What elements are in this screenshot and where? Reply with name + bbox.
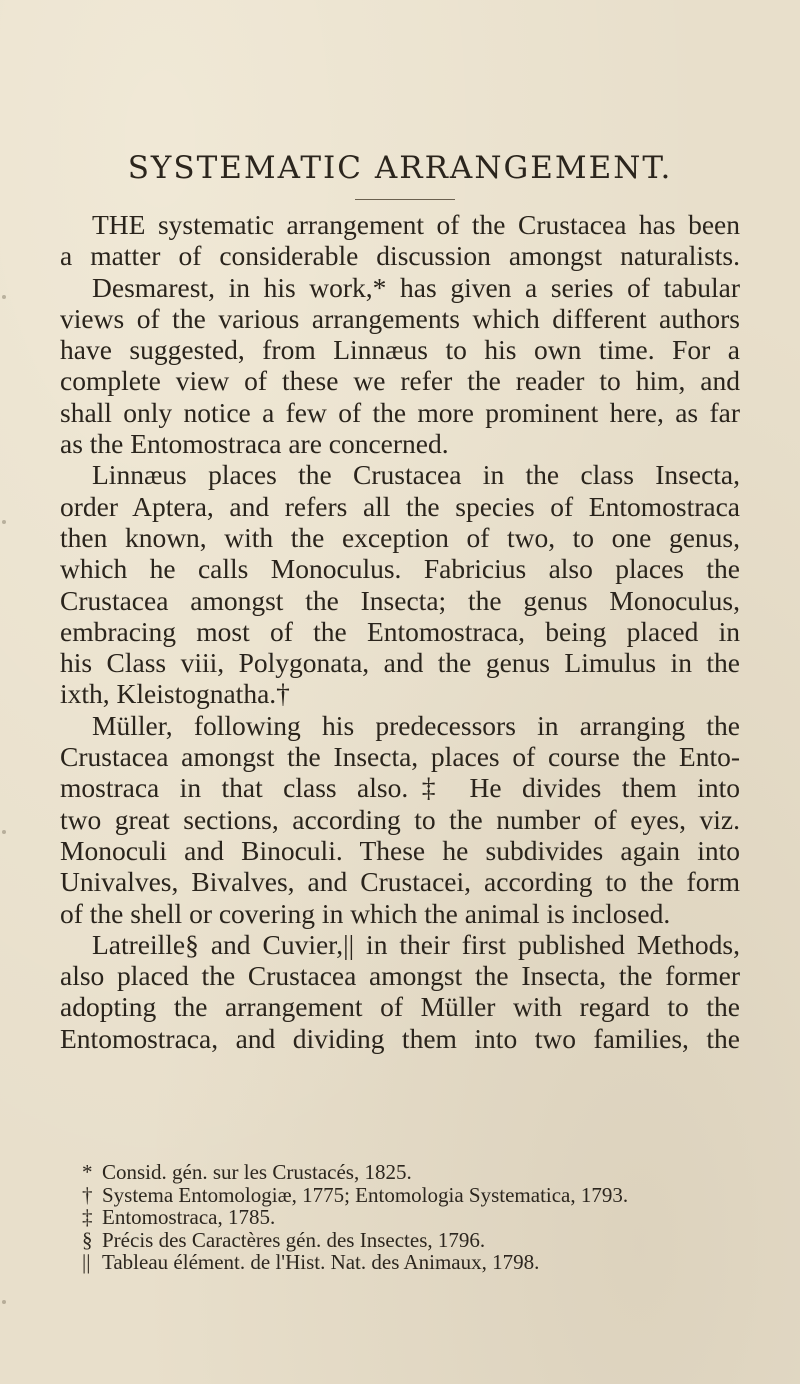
footnote: [82, 1206, 742, 1229]
footnote-text: Entomostraca, 1785.: [102, 1205, 276, 1230]
text-line: also placed the Crustacea amongst the Insecta, the former: [60, 960, 740, 992]
footnote-mark: ||: [82, 1250, 91, 1275]
text-line: of the shell or covering in which the animal is inclosed.: [60, 897, 671, 929]
page-heading: SYSTEMATIC ARRANGEMENT.: [127, 150, 673, 186]
text-line: THE systematic arrangement of the Crustacea has been: [92, 209, 740, 240]
footnote: [82, 1184, 742, 1207]
footnote-text: Consid. gén. sur les Crustacés, 1825.: [102, 1160, 412, 1184]
footnote-text: Tableau élément. de l'Hist. Nat. des Animaux, 1798.: [102, 1250, 540, 1275]
text-line: Latreille§ and Cuvier,|| in their first published Methods,: [92, 928, 740, 960]
text-line: Desmarest, in his work,* has given a series of tabular: [92, 271, 740, 303]
edge-speck: [2, 1300, 6, 1304]
text-line: ixth, Kleistognatha.†: [60, 678, 290, 710]
footnote: [82, 1161, 742, 1184]
text-line: have suggested, from Linnæus to his own time. For a: [60, 334, 740, 366]
text-line: which he calls Monoculus. Fabricius also places the: [60, 553, 740, 585]
text-line: Entomostraca, and dividing them into two families, the: [60, 1022, 740, 1054]
body-text: [60, 209, 740, 1054]
text-line: order Aptera, and refers all the species of Entomostraca: [60, 490, 740, 522]
text-line: two great sections, according to the number of eyes, viz.: [60, 803, 740, 835]
footnote: [82, 1229, 742, 1252]
edge-speck: [2, 295, 6, 299]
footnote-text: Systema Entomologiæ, 1775; Entomologia Systematica, 1793.: [102, 1182, 629, 1207]
footnote-text: Précis des Caractères gén. des Insectes, 1796.: [102, 1227, 486, 1252]
footnote-mark: *: [82, 1160, 93, 1184]
text-line: embracing most of the Entomostraca, being placed in: [60, 615, 740, 647]
text-line: Univalves, Bivalves, and Crustacei, according to the form: [60, 866, 740, 898]
text-line: Crustacea amongst the Insecta; the genus Monoculus,: [60, 584, 740, 616]
edge-speck: [2, 520, 6, 524]
text-line: Monoculi and Binoculi. These he subdivides again into: [60, 834, 740, 866]
text-line: shall only notice a few of the more prominent here, as far: [60, 396, 740, 428]
text-line: Crustacea amongst the Insecta, places of course the Ento-: [60, 741, 740, 773]
text-line: Linnæus places the Crustacea in the class Insecta,: [92, 459, 740, 491]
text-line: views of the various arrangements which different authors: [60, 302, 740, 334]
heading-rule: [355, 199, 455, 200]
text-line: Müller, following his predecessors in arranging the: [92, 709, 740, 741]
footnote-mark: §: [82, 1227, 93, 1252]
footnote-mark: ‡: [82, 1205, 93, 1230]
text-line: as the Entomostraca are concerned.: [60, 428, 449, 460]
text-line: a matter of considerable discussion amongst naturalists.: [60, 240, 740, 272]
footnotes: [82, 1161, 742, 1274]
text-line: mostraca in that class also.‡ He divides them into: [60, 772, 740, 804]
footnote-mark: †: [82, 1182, 93, 1207]
text-line: then known, with the exception of two, to one genus,: [60, 521, 740, 553]
text-line: his Class viii, Polygonata, and the genus Limulus in the: [60, 647, 740, 679]
text-line: adopting the arrangement of Müller with regard to the: [60, 991, 740, 1023]
edge-speck: [2, 830, 6, 834]
text-line: complete view of these we refer the reader to him, and: [60, 365, 740, 397]
footnote: [82, 1251, 742, 1274]
